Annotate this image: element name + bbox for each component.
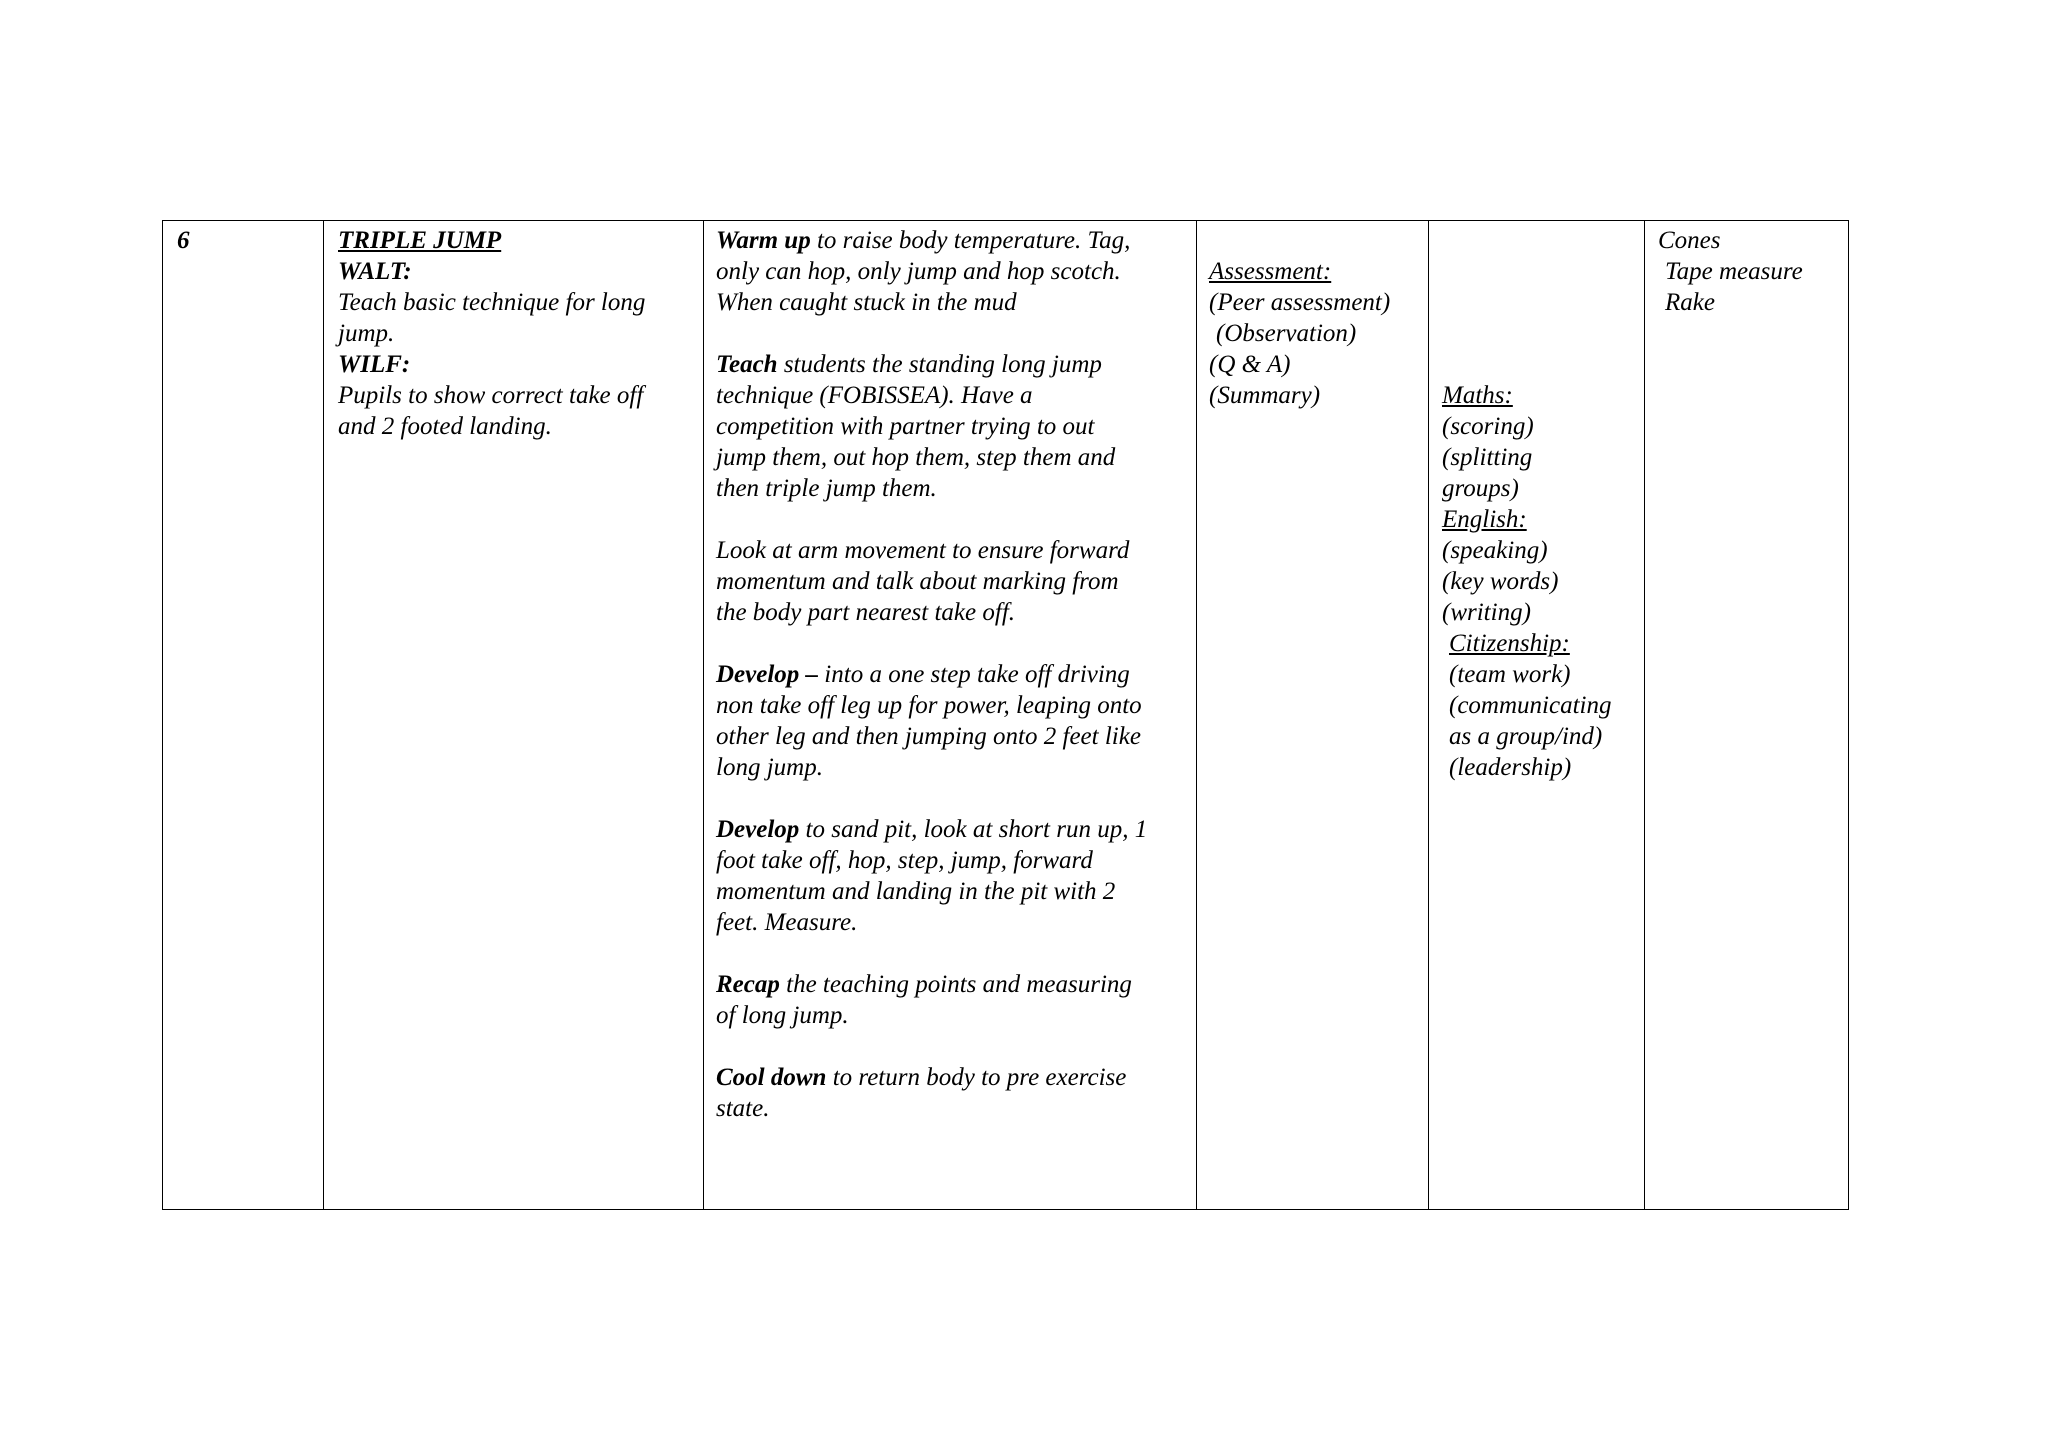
citizenship-item: (leadership): [1449, 754, 1572, 781]
cross-curricular-cell: [1429, 221, 1645, 1210]
wilf-text-line: Pupils to show correct take off: [338, 382, 644, 409]
spacer: [716, 1031, 1196, 1062]
recap-first-text: the teaching points and measuring: [779, 971, 1132, 998]
english-heading: English:: [1442, 506, 1527, 533]
assessment-heading: Assessment:: [1209, 258, 1332, 285]
spacer: [1442, 318, 1644, 349]
spacer: [1442, 225, 1644, 256]
spacer: [716, 783, 1196, 814]
wilf-text-line: and 2 footed landing.: [338, 413, 552, 440]
develop1-text-line: long jump.: [716, 754, 823, 781]
english-item: (speaking): [1442, 537, 1548, 564]
resource-item: Cones: [1658, 227, 1721, 254]
resource-item: Rake: [1665, 289, 1715, 316]
arm-text-line: the body part nearest take off.: [716, 599, 1016, 626]
teach-text-line: competition with partner trying to out: [716, 413, 1095, 440]
lesson-plan-table: [162, 220, 1849, 1210]
arm-text-line: Look at arm movement to ensure forward: [716, 537, 1130, 564]
spacer: [1209, 225, 1428, 256]
maths-item: (scoring): [1442, 413, 1534, 440]
develop1-keyword: Develop –: [716, 661, 819, 688]
lesson-number: 6: [177, 227, 190, 254]
teach-text-line: jump them, out hop them, step them and: [716, 444, 1116, 471]
spacer: [716, 504, 1196, 535]
maths-item: groups): [1442, 475, 1519, 502]
develop1-text-line: non take off leg up for power, leaping onto: [716, 692, 1142, 719]
develop1-first-text: into a one step take off driving: [818, 661, 1130, 688]
assessment-item: (Q & A): [1209, 351, 1291, 378]
lesson-title: TRIPLE JUMP: [338, 227, 502, 254]
spacer: [716, 628, 1196, 659]
spacer: [1442, 287, 1644, 318]
citizenship-item: (communicating: [1449, 692, 1612, 719]
lesson-row: [163, 221, 1849, 1210]
walt-text-line: Teach basic technique for long: [338, 289, 646, 316]
teach-text-line: technique (FOBISSEA). Have a: [716, 382, 1033, 409]
citizenship-item: (team work): [1449, 661, 1571, 688]
lesson-number-cell: [163, 221, 324, 1210]
recap-keyword: Recap: [716, 971, 780, 998]
maths-heading: Maths:: [1442, 382, 1513, 409]
develop2-first-text: to sand pit, look at short run up, 1: [799, 816, 1148, 843]
teach-text-line: then triple jump them.: [716, 475, 937, 502]
objectives-cell: [324, 221, 704, 1210]
english-item: (key words): [1442, 568, 1559, 595]
warmup-keyword: Warm up: [716, 227, 811, 254]
warmup-first-text: to raise body temperature. Tag,: [810, 227, 1131, 254]
resource-item: Tape measure: [1665, 258, 1803, 285]
develop2-line: [716, 814, 1196, 845]
assessment-item: (Peer assessment): [1209, 289, 1391, 316]
walt-label: WALT:: [338, 258, 412, 285]
teach-line: [716, 349, 1196, 380]
spacer: [716, 938, 1196, 969]
spacer: [1442, 349, 1644, 380]
spacer: [716, 318, 1196, 349]
cooldown-text-line: state.: [716, 1095, 770, 1122]
cooldown-first-text: to return body to pre exercise: [826, 1064, 1127, 1091]
develop2-text-line: momentum and landing in the pit with 2: [716, 878, 1116, 905]
teach-keyword: Teach: [716, 351, 778, 378]
citizenship-item: as a group/ind): [1449, 723, 1603, 750]
develop2-text-line: feet. Measure.: [716, 909, 858, 936]
recap-line: [716, 969, 1196, 1000]
develop1-line: [716, 659, 1196, 690]
arm-text-line: momentum and talk about marking from: [716, 568, 1119, 595]
wilf-label: WILF:: [338, 351, 411, 378]
walt-text-line: jump.: [338, 320, 395, 347]
teach-first-text: students the standing long jump: [777, 351, 1102, 378]
develop1-text-line: other leg and then jumping onto 2 feet like: [716, 723, 1141, 750]
develop2-text-line: foot take off, hop, step, jump, forward: [716, 847, 1093, 874]
recap-text-line: of long jump.: [716, 1002, 849, 1029]
citizenship-heading: Citizenship:: [1449, 630, 1570, 657]
maths-item: (splitting: [1442, 444, 1533, 471]
activities-cell: [704, 221, 1197, 1210]
english-item: (writing): [1442, 599, 1531, 626]
cooldown-line: [716, 1062, 1196, 1093]
assessment-cell: [1197, 221, 1429, 1210]
warmup-text-line: When caught stuck in the mud: [716, 289, 1017, 316]
assessment-item: (Observation): [1216, 320, 1357, 347]
cooldown-keyword: Cool down: [716, 1064, 827, 1091]
warmup-line: [716, 225, 1196, 256]
warmup-text-line: only can hop, only jump and hop scotch.: [716, 258, 1121, 285]
assessment-item: (Summary): [1209, 382, 1321, 409]
spacer: [1442, 256, 1644, 287]
resources-cell: [1645, 221, 1849, 1210]
develop2-keyword: Develop: [716, 816, 800, 843]
